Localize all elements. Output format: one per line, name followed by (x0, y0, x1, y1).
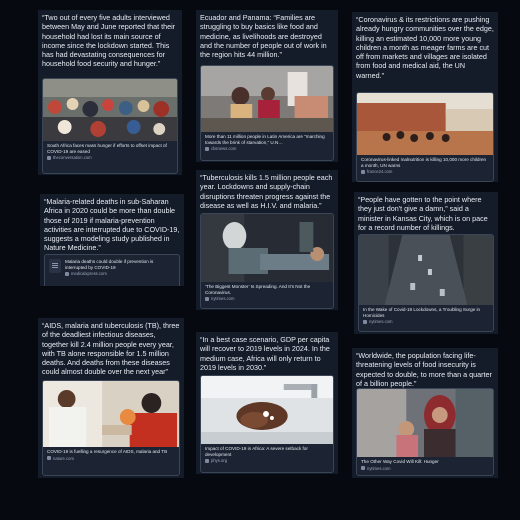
link-icon (205, 147, 209, 151)
link-preview[interactable] (356, 388, 494, 476)
tweet-text: Ecuador and Panama: “Families are struggling to buy basics like food and medicine, as livelihoods are destroyed and the number of people out of work in the region hits 44 million.” (200, 13, 327, 60)
link-preview[interactable] (42, 78, 178, 174)
mother-child-photo (357, 389, 493, 457)
tweet-text: “Two out of every five adults interviewed between May and June reported that their household had lost its main source of income since the lockdown started. This has had devastating consequences for household food security and hunger.” (42, 13, 176, 69)
link-source: cbsnews.com (201, 145, 333, 153)
tweet-text: “In a best case scenario, GDP per capita will recover to 2019 levels in 2024. In the medium case, Africa will only return to 2019 levels in 2030.” (200, 335, 330, 372)
link-source: phys.org (201, 457, 333, 465)
tweet-card[interactable] (352, 12, 498, 182)
link-source: nytimes.com (357, 465, 493, 473)
tweet-card[interactable] (38, 318, 184, 478)
street-photo (359, 235, 493, 305)
link-preview[interactable] (200, 65, 334, 161)
link-preview[interactable] (200, 213, 334, 309)
tweet-card[interactable] (40, 194, 184, 286)
tweet-text: “Tuberculosis kills 1.5 million people each year. Lockdowns and supply-chain disruptions threaten progress against the disease as well as H.I.V. and malaria.” (200, 173, 333, 210)
handwashing-photo (201, 376, 333, 444)
link-title: Malaria deaths could double if prevention is interrupted by COVID-19 (65, 259, 154, 270)
link-title: South Africa faces mass hunger if efforts to offset impact of COVID-19 are eased (47, 143, 167, 154)
link-preview[interactable] (356, 92, 494, 182)
hospital-photo (201, 214, 333, 282)
document-icon (49, 259, 61, 273)
clinic-photo (43, 381, 179, 447)
tweet-card[interactable] (38, 10, 182, 175)
link-title: Coronavirus-linked malnutrition is killing 10,000 more children a month, UN warns (361, 157, 487, 168)
link-icon (361, 466, 365, 470)
link-title: More than 11 million people in Latin America are “marching towards the brink of starvation,” U.N… (205, 134, 325, 145)
tweet-text: “People have gotten to the point where they just don't give a damn,” said a minister in Kansas City, which is on pace for a record number of killings. (358, 195, 488, 232)
link-title: The Other Way Covid Will Kill: Hunger (361, 459, 439, 464)
tweet-card[interactable] (196, 332, 338, 474)
link-icon (205, 459, 209, 463)
link-icon (205, 297, 209, 301)
link-source: theconversation.com (43, 154, 177, 162)
tweet-text: “AIDS, malaria and tuberculosis (TB), three of the deadliest infectious diseases, together kill 2.4 million people every year, with TB alone responsible for 1.5 million deaths. And deaths from these diseases could almost double over the next year” (42, 321, 180, 377)
tweet-card[interactable] (196, 170, 338, 310)
link-preview[interactable] (358, 234, 494, 332)
family-photo (201, 66, 333, 132)
tweet-card[interactable] (354, 192, 498, 334)
link-icon (363, 320, 367, 324)
link-source: nytimes.com (359, 318, 493, 326)
link-icon (47, 156, 51, 160)
village-photo (357, 93, 493, 155)
link-icon (361, 170, 365, 174)
link-title: COVID-19 is fuelling a resurgence of AIDS, malaria and TB (47, 449, 168, 454)
link-icon (65, 272, 69, 276)
tweet-text: “Coronavirus & its restrictions are pushing already hungry communities over the edge, killing an estimated 10,000 more young children a month as meager farms are cut off from markets and villages are isolated from food and medical aid, the UN warned.” (356, 15, 494, 80)
link-title: ‘The Biggest Monster’ Is Spreading. And It’s Not the Coronavirus. (205, 284, 311, 295)
crowd-photo (43, 79, 177, 141)
link-preview[interactable] (44, 254, 180, 286)
link-preview[interactable] (42, 380, 180, 476)
link-icon (47, 456, 51, 460)
link-source: nature.com (43, 455, 179, 463)
link-title: In the Wake of Covid-19 Lockdowns, a Troubling Surge in Homicides (363, 307, 481, 318)
link-title: Impact of COVID-19 in Africa: A severe setback for development (205, 446, 308, 457)
tweet-card[interactable] (352, 348, 498, 478)
tweet-card[interactable] (196, 10, 338, 162)
link-source: france24.com (357, 168, 493, 176)
link-source: medicalxpress.com (65, 270, 175, 276)
tweet-text: “Malaria-related deaths in sub-Saharan Africa in 2020 could be more than double those of 2019 if malaria-prevention activities are interrupted due to COVID-19, suggests a modeling study published in Nature Medicine.” (44, 197, 180, 253)
tweet-text: “Worldwide, the population facing life-threatening levels of food insecurity is expected to double, to more than a quarter of a billion people.” (356, 351, 492, 388)
link-source: nytimes.com (201, 295, 333, 303)
link-preview[interactable] (200, 375, 334, 473)
